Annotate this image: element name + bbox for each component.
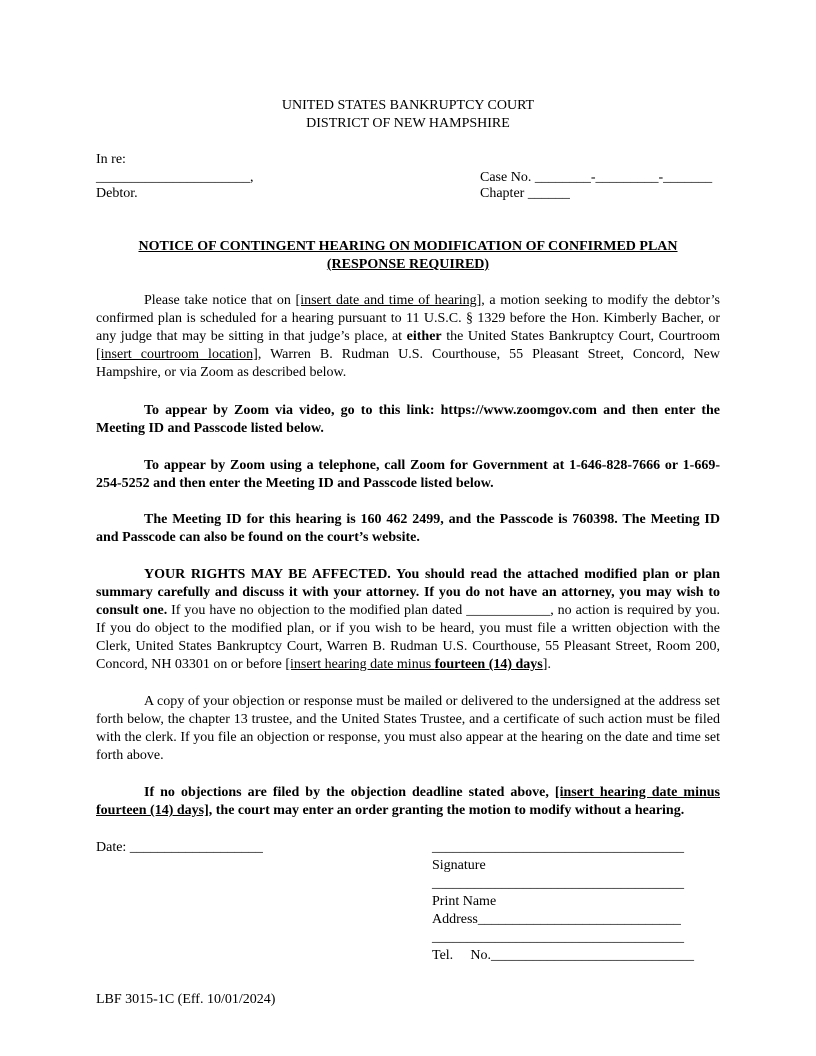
paragraph-objection-copy: A copy of your objection or response must be mailed or delivered to the undersigned at the address set forth below, the chapter 13 trustee, and the United States Trustee, and a certificate of such action must be filed with the clerk. If you file an objection or response, you must also appear at the hearing on the date and time set forth above.	[96, 694, 720, 763]
paragraph-hearing-notice: Please take notice that on [insert date and time of hearing], a motion seeking to modify the debtor’s confirmed plan is scheduled for a hearing pursuant to 11 U.S.C. § 1329 before the Hon. Kimberly Bacher, or any judge that may be sitting in that judge’s place, at either the United States Bankruptcy Court, Courtroom [insert courtroom location], Warren B. Rudman U.S. Courthouse, 55 Pleasant Street, Concord, New Hampshire, or via Zoom as described below.	[96, 293, 721, 380]
title-line-2: (RESPONSE REQUIRED)	[326, 257, 490, 272]
case-number: Case No. ________-_________-_______	[480, 170, 713, 185]
chapter-number: Chapter ______	[480, 186, 570, 201]
insert-date-time-placeholder: [insert date and time of hearing]	[295, 293, 482, 308]
paragraph-no-objections: If no objections are filed by the objection deadline stated above, [insert hearing date minus fourteen (14) days], the court may enter an order granting the motion to modify without a hearing.	[96, 785, 720, 818]
court-district: DISTRICT OF NEW HAMPSHIRE	[306, 116, 510, 131]
in-re-label: In re:	[96, 152, 126, 167]
telephone-line: Tel. No._____________________________	[432, 948, 694, 963]
insert-deadline-placeholder: [insert hearing date minus fourteen (14) days]	[96, 785, 720, 818]
court-name: UNITED STATES BANKRUPTCY COURT	[281, 98, 535, 113]
form-footer: LBF 3015-1C (Eff. 10/01/2024)	[96, 992, 276, 1007]
paragraph-meeting-id: The Meeting ID for this hearing is 160 462 2499, and the Passcode is 760398. The Meeting ID and Passcode can also be found on the court’s website.	[96, 512, 720, 545]
print-name-label: Print Name	[432, 894, 497, 909]
address-line: Address_____________________________	[432, 912, 681, 927]
paragraph-zoom-telephone: To appear by Zoom using a telephone, call Zoom for Government at 1-646-828-7666 or 1-669-254-5252 and then enter the Meeting ID and Passcode listed below.	[96, 458, 720, 491]
signature-label: Signature	[432, 858, 486, 873]
print-name-line: ____________________________________	[432, 876, 684, 891]
address-second-line: ____________________________________	[432, 930, 684, 945]
debtor-name-blank: ______________________,	[96, 170, 254, 185]
court-heading	[96, 97, 720, 133]
insert-courtroom-placeholder: [insert courtroom location]	[96, 347, 258, 362]
title-line-1: NOTICE OF CONTINGENT HEARING ON MODIFICATION OF CONFIRMED PLAN	[138, 239, 678, 254]
notice-title	[96, 238, 720, 274]
paragraph-rights: YOUR RIGHTS MAY BE AFFECTED. You should read the attached modified plan or plan summary carefully and discuss it with your attorney. If you do not have an attorney, you may wish to consult one. If you have no objection to the modified plan dated ____________, no action is required by you. If you do object to the modified plan, or if you wish to be heard, you must file a written objection with the Clerk, United States Bankruptcy Court, Warren B. Rudman U.S. Courthouse, 55 Pleasant Street, Room 200, Concord, NH 03301 on or before [insert hearing date minus fourteen (14) days].	[96, 567, 720, 672]
paragraph-zoom-video: To appear by Zoom via video, go to this link: https://www.zoomgov.com and then enter the Meeting ID and Passcode listed below.	[96, 403, 720, 436]
debtor-label: Debtor.	[96, 186, 138, 201]
signature-line: ____________________________________	[432, 840, 684, 855]
date-line: Date: ___________________	[96, 840, 263, 855]
